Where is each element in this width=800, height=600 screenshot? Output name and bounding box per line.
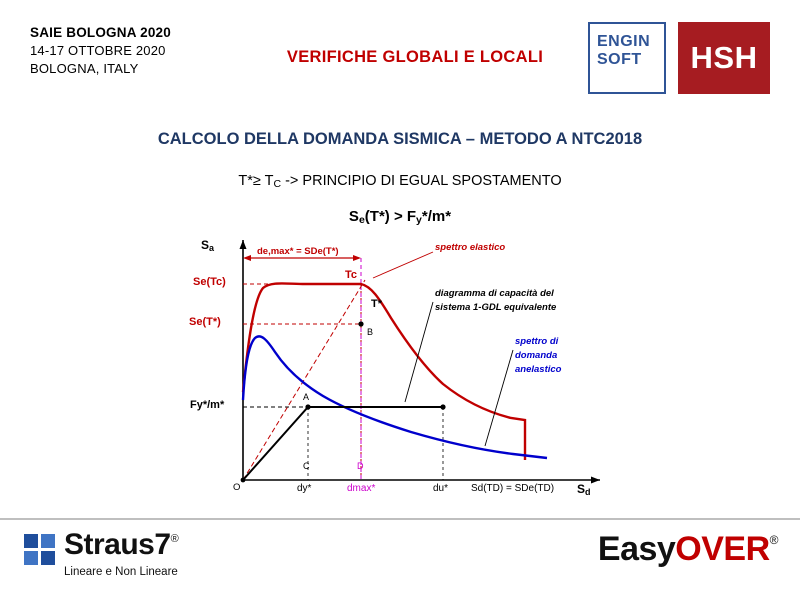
formula-sub-y: y bbox=[416, 214, 422, 226]
point-origin bbox=[241, 478, 246, 483]
easyover-registered-mark: ® bbox=[769, 533, 778, 547]
x-axis-arrow bbox=[591, 477, 600, 484]
origin-label: O bbox=[233, 482, 241, 493]
x-tick-du: du* bbox=[433, 483, 449, 494]
y-axis-label-sub: a bbox=[209, 243, 215, 253]
straus7-tagline: Lineare e Non Lineare bbox=[64, 566, 178, 578]
demax-arrow-right bbox=[353, 255, 361, 261]
x-tick-sd-td: Sd(TD) = SDe(TD) bbox=[471, 483, 555, 494]
y-tick-se-tc: Se(Tc) bbox=[193, 276, 226, 288]
easyover-over-text: OVER bbox=[675, 530, 770, 568]
annotation-elastic-spectrum: spettro elastico bbox=[435, 242, 506, 253]
y-tick-fy: Fy*/m* bbox=[190, 399, 225, 411]
x-tick-dmax: dmax* bbox=[347, 483, 376, 494]
leader-capacity bbox=[405, 302, 433, 402]
formula-line bbox=[0, 208, 800, 226]
label-C: B bbox=[367, 327, 374, 337]
annotation-demand-line2: domanda bbox=[515, 350, 558, 361]
y-tick-se-tstar: Se(T*) bbox=[189, 316, 221, 328]
y-axis-arrow bbox=[240, 240, 247, 249]
straus7-registered-mark: ® bbox=[170, 533, 179, 545]
straus7-squares-icon bbox=[24, 534, 58, 568]
point-C bbox=[358, 321, 363, 326]
x-axis-label-sub: d bbox=[585, 487, 591, 497]
x-axis-label bbox=[577, 482, 591, 497]
hsh-logo: HSH bbox=[678, 22, 770, 94]
footer-divider bbox=[0, 518, 800, 520]
straus7-logo bbox=[24, 528, 244, 584]
formula-sub-e: e bbox=[358, 214, 365, 226]
enginsoft-logo-line1: ENGIN bbox=[597, 33, 651, 50]
conference-location: BOLOGNA, ITALY bbox=[30, 60, 139, 76]
enginsoft-logo-line2: SOFT bbox=[597, 50, 642, 68]
straus7-name-text: Straus7 bbox=[64, 528, 171, 561]
conference-name: SAIE BOLOGNA 2020 bbox=[30, 25, 171, 40]
leader-elastic bbox=[373, 252, 433, 278]
subtitle bbox=[0, 173, 800, 190]
label-Tc: Tc bbox=[345, 269, 358, 281]
radial-line-tstar bbox=[243, 280, 365, 480]
point-du bbox=[440, 404, 445, 409]
enginsoft-logo bbox=[588, 22, 666, 94]
straus7-name bbox=[64, 528, 178, 562]
subtitle-post: -> PRINCIPIO DI EGUAL SPOSTAMENTO bbox=[281, 173, 562, 189]
label-Tstar: T* bbox=[371, 298, 382, 310]
demax-arrow-left bbox=[243, 255, 251, 261]
adrs-chart bbox=[189, 232, 615, 500]
x-tick-dy: dy* bbox=[297, 483, 312, 494]
label-B: C bbox=[303, 461, 310, 471]
label-D: D bbox=[357, 461, 364, 471]
slide-header bbox=[0, 0, 800, 110]
annotation-capacity-line2: sistema 1-GDL equivalente bbox=[435, 302, 557, 313]
y-axis-label-text: S bbox=[201, 238, 210, 252]
y-axis-label bbox=[201, 238, 214, 253]
inelastic-demand-curve bbox=[243, 336, 547, 458]
label-demax: de,max* = SDe(T*) bbox=[257, 246, 339, 257]
capacity-curve bbox=[243, 407, 443, 480]
conference-info bbox=[30, 24, 171, 77]
label-A: A bbox=[303, 392, 310, 402]
formula-mid: (T*) > F bbox=[364, 208, 417, 225]
page-title: CALCOLO DELLA DOMANDA SISMICA – METODO A NTC2018 bbox=[157, 130, 643, 148]
easyover-easy-text: Easy bbox=[597, 530, 676, 568]
annotation-demand-line1: spettro di bbox=[515, 336, 559, 347]
leader-demand bbox=[485, 350, 513, 446]
conference-dates: 14-17 OTTOBRE 2020 bbox=[30, 43, 166, 59]
annotation-demand-line3: anelastico bbox=[515, 364, 562, 375]
subtitle-sub: C bbox=[273, 178, 282, 190]
header-title: VERIFICHE GLOBALI E LOCALI bbox=[286, 48, 544, 66]
formula-pre: S bbox=[348, 208, 359, 225]
annotation-capacity-line1: diagramma di capacità del bbox=[435, 288, 554, 299]
x-axis-label-text: S bbox=[577, 482, 586, 496]
point-A bbox=[305, 404, 310, 409]
subtitle-pre: T*≥ T bbox=[238, 173, 274, 189]
formula-post: */m* bbox=[421, 208, 452, 225]
easyover-logo bbox=[598, 530, 778, 569]
